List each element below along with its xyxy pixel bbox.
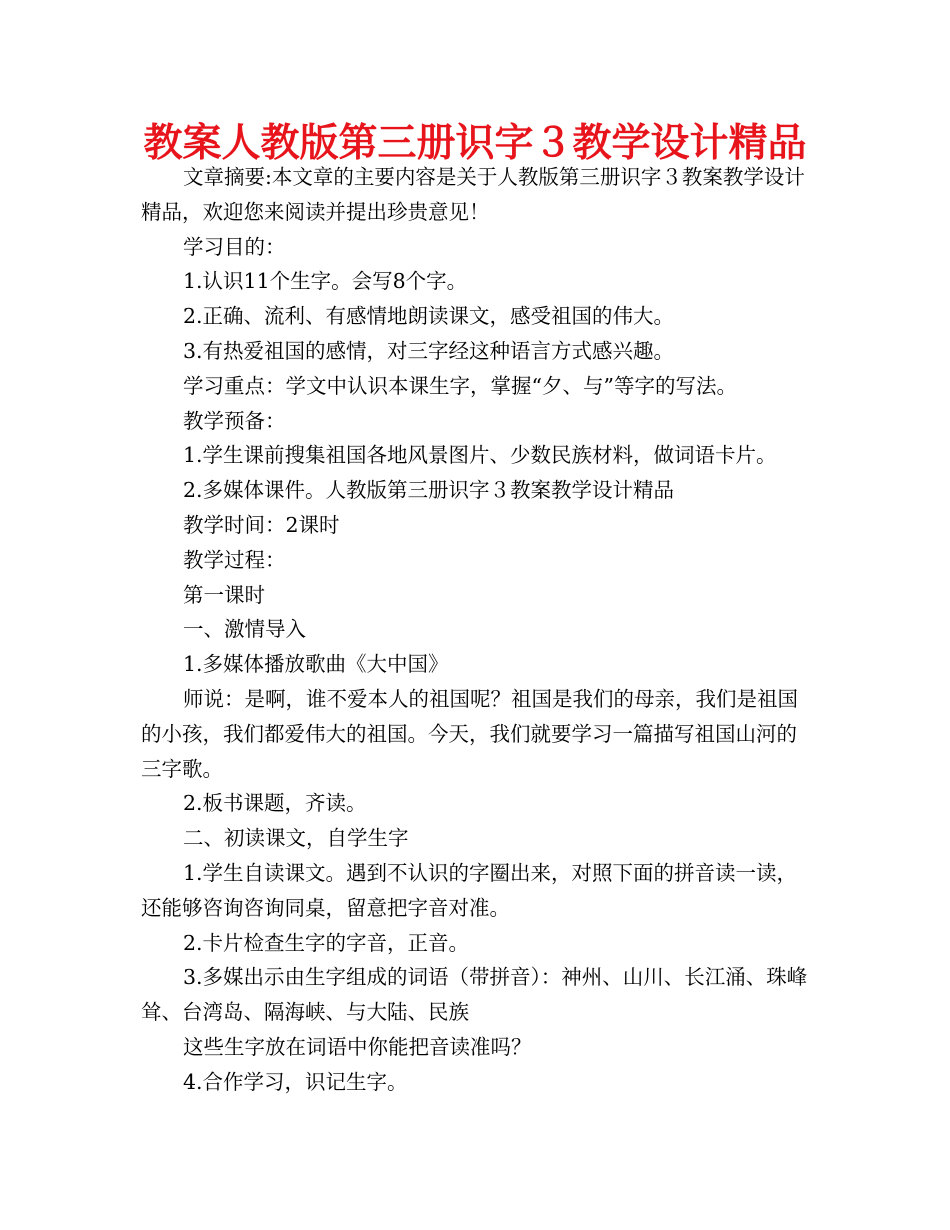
paragraph-teaching-time: 教学时间：2课时 <box>183 512 340 537</box>
paragraph-abstract: 文章摘要:本文章的主要内容是关于人教版第三册识字３教案教学设计精品，欢迎您来阅读并提出珍贵意见！ <box>141 165 805 224</box>
document-title: 教案人教版第三册识字３教学设计精品 <box>143 121 807 166</box>
paragraph-objective-1: 1.认识11个生字。会写8个字。 <box>183 269 468 294</box>
paragraph-first-lesson: 第一课时 <box>183 582 265 607</box>
paragraph-objectives-heading: 学习目的： <box>183 234 286 259</box>
paragraph-preparation-heading: 教学预备： <box>183 408 286 433</box>
paragraph-section-1-item-2: 2.板书课题，齐读。 <box>183 791 367 816</box>
paragraph-section-1-item-1: 1.多媒体播放歌曲《大中国》 <box>183 652 449 677</box>
paragraph-section-1-heading: 一、激情导入 <box>183 617 306 642</box>
paragraph-section-2-item-1: 1.学生自读课文。遇到不认识的字圈出来，对照下面的拼音读一读，还能够咨询咨询同桌，留意把字音对准。 <box>141 860 798 920</box>
paragraph-section-2-item-3: 3.多媒出示由生字组成的词语（带拼音）：神州、山川、长江涌、珠峰耸、台湾岛、隔海峡、与大陆、民族 <box>141 965 808 1025</box>
paragraph-section-2-item-2: 2.卡片检查生字的字音，正音。 <box>183 930 470 955</box>
paragraph-preparation-1: 1.学生课前搜集祖国各地风景图片、少数民族材料，做词语卡片。 <box>183 443 777 468</box>
document-body <box>141 160 811 1100</box>
paragraph-section-2-item-4: 4.合作学习，识记生字。 <box>183 1069 408 1094</box>
paragraph-process-heading: 教学过程： <box>183 547 286 572</box>
paragraph-objective-2: 2.正确、流利、有感情地朗读课文，感受祖国的伟大。 <box>183 304 675 329</box>
paragraph-section-2-heading: 二、初读课文，自学生字 <box>183 826 409 851</box>
paragraph-key-points: 学习重点：学文中认识本课生字，掌握“夕、与”等字的写法。 <box>183 373 737 398</box>
paragraph-question: 这些生字放在词语中你能把音读准吗？ <box>183 1034 532 1059</box>
paragraph-teacher-says: 师说：是啊，谁不爱本人的祖国呢？祖国是我们的母亲，我们是祖国的小孩，我们都爱伟大的祖国。今天，我们就要学习一篇描写祖国山河的三字歌。 <box>141 686 798 781</box>
paragraph-objective-3: 3.有热爱祖国的感情，对三字经这种语言方式感兴趣。 <box>183 338 675 363</box>
paragraph-preparation-2: 2.多媒体课件。人教版第三册识字３教案教学设计精品 <box>183 478 675 503</box>
